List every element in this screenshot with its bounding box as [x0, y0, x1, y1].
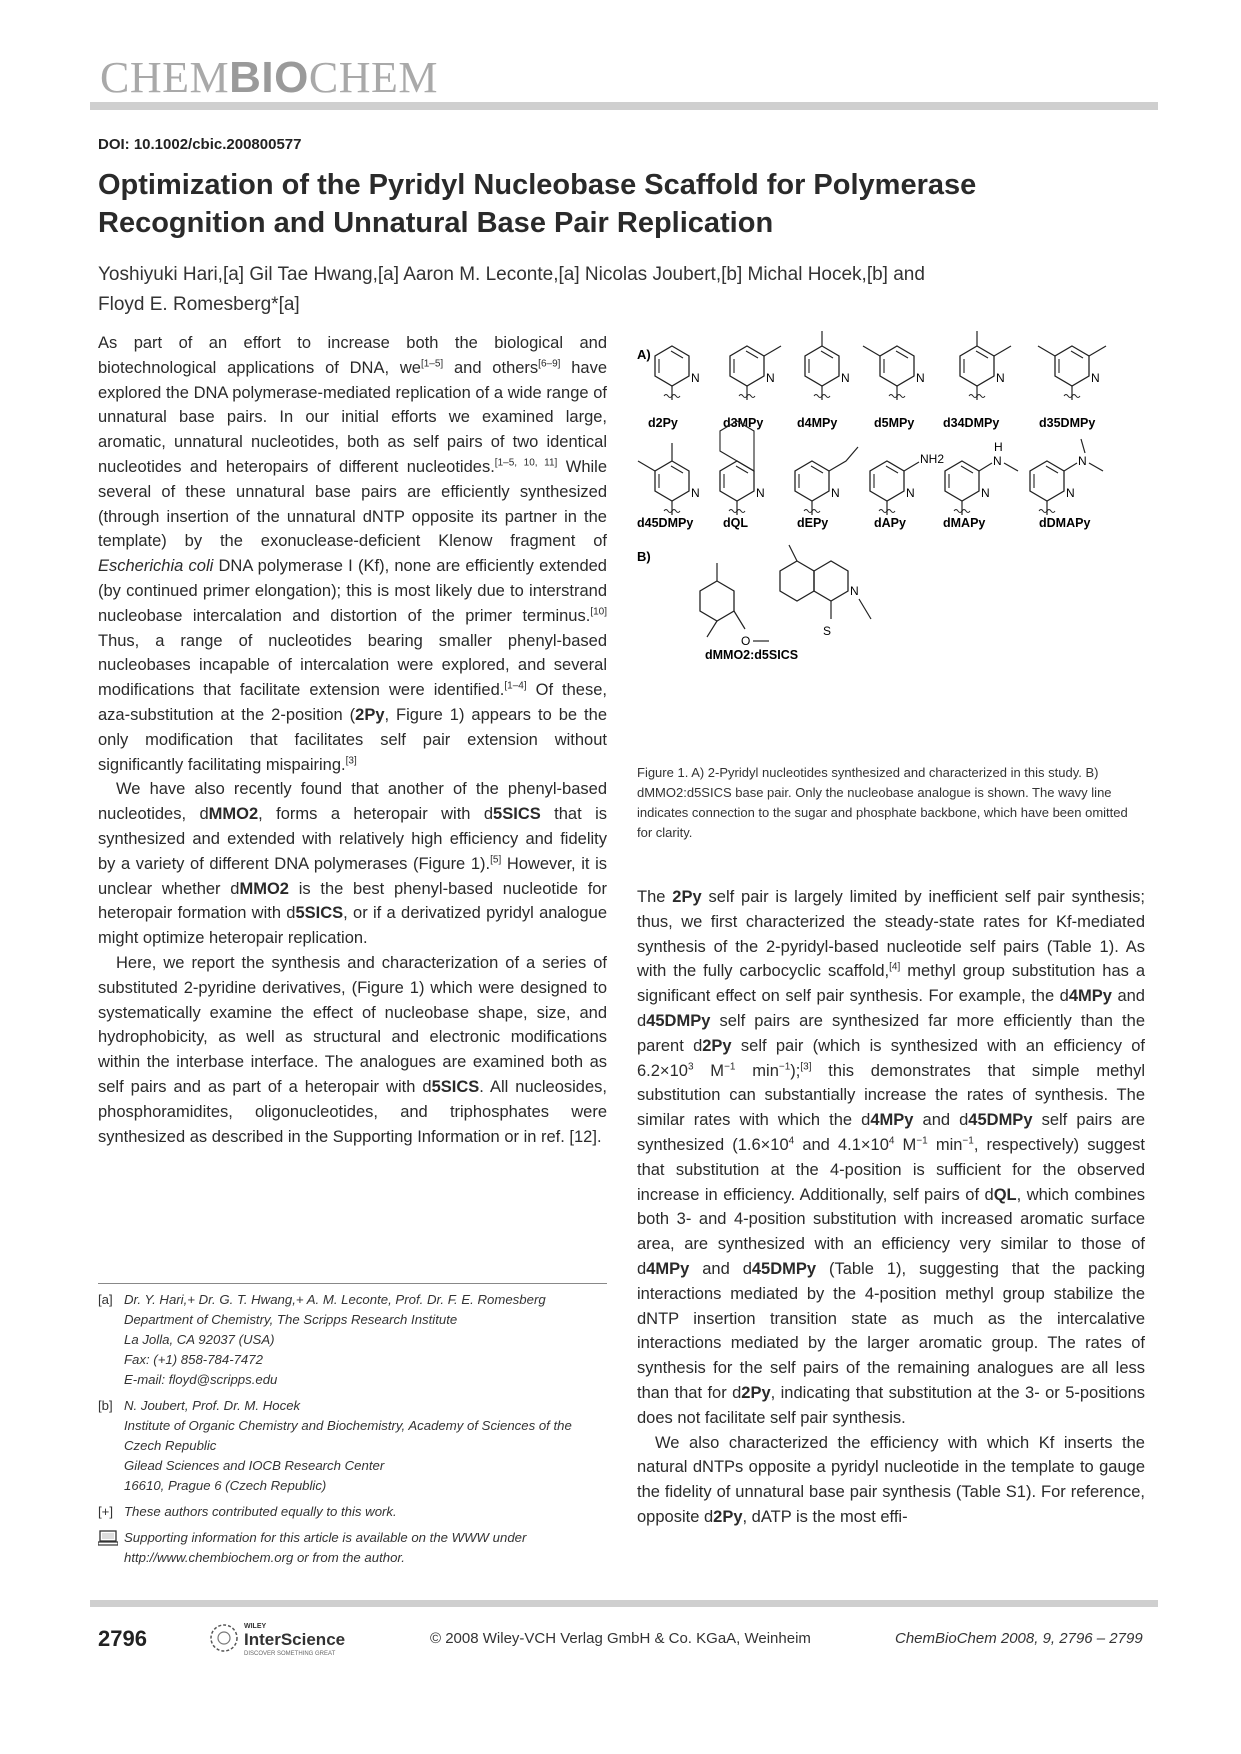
- panel-b-label: B): [637, 549, 651, 564]
- svg-text:N: N: [766, 371, 775, 385]
- body-left-column: [98, 331, 607, 1149]
- label-d45DMPy: d45DMPy: [637, 516, 694, 530]
- svg-text:DISCOVER SOMETHING GREAT: DISCOVER SOMETHING GREAT: [244, 1651, 336, 1657]
- supporting-info-note: Supporting information for this article is available on the WWW under http://www.chembiochem.org or from the author.: [98, 1528, 607, 1568]
- structure-d2Py: [655, 346, 700, 400]
- affiliations: [98, 1290, 607, 1574]
- label-dMAPy: dMAPy: [943, 516, 986, 530]
- paragraph-1: As part of an effort to increase both the biological and biotechnological applications of DNA, we[1–5] and others[6–9] have explored the DNA polymerase-mediated replication of a wide range of unnatural base pairs. In our initial efforts we examined large, aromatic, unnatural nucleotides, both as self pairs of two identical nucleotides and heteropairs of different nucleotides.[1–5, 10, 11] While several of these unnatural base pairs are efficiently synthesized (through insertion of the unnatural dNTP opposite its partner in the template) by the exonuclease-deficient Klenow fragment of Escherichia coli DNA polymerase I (Kf), none are efficiently extended (by continued primer elongation); this is most likely due to interstrand nucleobase intercalation and distortion of the primer terminus.[10] Thus, a range of nucleotides bearing smaller phenyl-based nucleobases incapable of intercalation were explored, and several modifications that facilitate extension were identified.[1–4] Of these, aza-substitution at the 2-position (2Py, Figure 1) appears to be the only modification that facilitates self pair extension without significantly facilitating mispairing.[3]: [98, 334, 608, 774]
- label-dQL: dQL: [723, 516, 748, 530]
- svg-text:N: N: [756, 486, 765, 500]
- copyright: © 2008 Wiley-VCH Verlag GmbH & Co. KGaA, Weinheim: [430, 1630, 811, 1647]
- paragraph-5: We also characterized the efficiency with which Kf inserts the natural dNTPs opposite a pyridyl nucleotide in the template to gauge the fidelity of unnatural base pair synthesis (Table S1). For reference, opposite d2Py, dATP is the most effi-: [637, 1433, 1145, 1526]
- affiliation-a: [a] Dr. Y. Hari,+ Dr. G. T. Hwang,+ A. M. Leconte, Prof. Dr. F. E. Romesberg Department of Chemistry, The Scripps Research Institute La Jolla, CA 92037 (USA) Fax: (+1) 858-784-7472 E-mail: floyd@scripps.edu: [98, 1292, 546, 1387]
- label-d34DMPy: d34DMPy: [943, 416, 1000, 430]
- label-dAPy: dAPy: [874, 516, 906, 530]
- svg-text:N: N: [916, 371, 925, 385]
- svg-text:N: N: [981, 486, 990, 500]
- svg-text:N: N: [691, 486, 700, 500]
- computer-icon: [98, 1530, 118, 1546]
- svg-text:N: N: [996, 371, 1005, 385]
- label-dEPy: dEPy: [797, 516, 829, 530]
- structure-dEPy: [795, 447, 858, 515]
- structure-d4MPy: [805, 331, 850, 400]
- body-right-column: [637, 885, 1145, 1530]
- interscience-logo: [208, 1618, 378, 1658]
- structure-dAPy: [870, 452, 944, 515]
- paragraph-3: Here, we report the synthesis and characterization of a series of substituted 2-pyridine derivatives, (Figure 1) which were designed to systematically examine the effect of nucleobase shape, size, and hydrophobicity, as well as structural and electronic modifications within the interbase interface. The analogues are examined both as self pairs and as part of a heteropair with d5SICS. All nucleosides, phosphoramidites, oligonucleotides, and triphosphates were synthesized as described in the Supporting Information or in ref. [12].: [98, 953, 607, 1146]
- figure-1-structures: [637, 331, 1145, 751]
- paragraph-2: We have also recently found that another of the phenyl-based nucleotides, dMMO2, forms a heteropair with d5SICS that is synthesized and extended with relatively high efficiency and fidelity by a variety of different DNA polymerases (Figure 1).[5] However, it is unclear whether dMMO2 is the best phenyl-based nucleotide for heteropair formation with d5SICS, or if a derivatized pyridyl analogue might optimize heteropair replication.: [98, 780, 607, 948]
- svg-text:N: N: [1066, 486, 1075, 500]
- svg-text:N: N: [850, 584, 859, 598]
- structure-d45DMPy: [638, 443, 700, 515]
- structure-dDMAPy: [1030, 439, 1103, 515]
- equal-contribution-note: [+] These authors contributed equally to this work.: [98, 1504, 397, 1519]
- structure-dQL: [720, 421, 765, 515]
- svg-text:InterScience: InterScience: [244, 1630, 346, 1649]
- svg-text:NH2: NH2: [920, 452, 945, 466]
- panel-a-label: A): [637, 347, 651, 362]
- structure-d5SICS: [780, 545, 871, 638]
- label-dMMO2-d5SICS: dMMO2:d5SICS: [705, 648, 799, 662]
- footer-rule: [90, 1600, 1158, 1607]
- label-d35DMPy: d35DMPy: [1039, 416, 1096, 430]
- structure-d5MPy: [863, 346, 925, 400]
- structure-dMAPy: [945, 440, 1018, 515]
- authors-line-2: Floyd E. Romesberg*[a]: [98, 294, 300, 315]
- label-d4MPy: d4MPy: [797, 416, 838, 430]
- paragraph-4: The 2Py self pair is largely limited by inefficient self pair synthesis; thus, we first characterized the steady-state rates for Kf-mediated synthesis of the 2-pyridyl-based nucleotide self pairs (Table 1). As with the fully carbocyclic scaffold,[4] methyl group substitution has a significant effect on self pair synthesis. For example, the d4MPy and d45DMPy self pairs are synthesized far more efficiently than the parent d2Py self pair (which is synthesized with an efficiency of $6.2\times 10^3$ $M^{-1}$ $\min^{-1});[3]$ this demonstrates that simple methyl substitution can substantially increase the rates of synthesis. The similar rates with which the d4MPy and d45DMPy self pairs are synthesized ($1.6\times 10^4$ and $4.1\times 10^4$ $M^{-1}$ $\min^{-1}$, respectively) suggest that substitution at the 4-position is sufficient for the observed increase in efficiency. Additionally, self pairs of dQL, which combines both 3- and 4-position substitution with increased aromatic surface area, are synthesized with an efficiency very similar to those of d4MPy and d45DMPy (Table 1), suggesting that the packing interactions mediated by the 4-position methyl group stabilize the dNTP insertion transition state as much as the intercalative interactions mediated by the larger aromatic group. The rates of synthesis for the self pairs of the remaining analogues are all less than that for d2Py, indicating that substitution at the 3- or 5-positions does not facilitate self pair synthesis.: [637, 888, 1146, 1427]
- supporting-info-link[interactable]: http://www.chembiochem.org or from the author.: [124, 1550, 405, 1565]
- svg-text:H: H: [994, 440, 1003, 454]
- authors-line-1: Yoshiyuki Hari,[a] Gil Tae Hwang,[a] Aaron M. Leconte,[a] Nicolas Joubert,[b] Michal Hocek,[b] and: [98, 264, 925, 285]
- figure-1: [637, 331, 1145, 751]
- svg-text:N: N: [906, 486, 915, 500]
- svg-text:N: N: [1091, 371, 1100, 385]
- journal-name: CHEMBIOCHEM: [100, 53, 438, 102]
- footnote-rule: [98, 1283, 607, 1284]
- figure-1-caption: Figure 1. A) 2-Pyridyl nucleotides synthesized and characterized in this study. B) dMMO2:d5SICS base pair. Only the nucleobase analogue is shown. The wavy line indicates connection to the sugar and phosphate backbone, which have been omitted for clarity.: [637, 765, 1128, 840]
- header-rule: [90, 102, 1158, 110]
- structure-dMMO2: [700, 563, 769, 648]
- journal-citation: ChemBioChem 2008, 9, 2796 – 2799: [895, 1630, 1143, 1647]
- doi[interactable]: DOI: 10.1002/cbic.200800577: [98, 136, 302, 153]
- email-link[interactable]: E-mail: floyd@scripps.edu: [124, 1372, 278, 1387]
- page-number: 2796: [98, 1626, 147, 1651]
- label-d2Py: d2Py: [648, 416, 678, 430]
- affiliation-b: [b] N. Joubert, Prof. Dr. M. Hocek Institute of Organic Chemistry and Biochemistry, Academy of Sciences of the Czech Republic Gilead Sciences and IOCB Research Center 16610, Prague 6 (Czech Republic): [98, 1398, 572, 1493]
- label-dDMAPy: dDMAPy: [1039, 516, 1091, 530]
- svg-text:S: S: [823, 624, 832, 638]
- author-list: [98, 260, 1098, 320]
- svg-text:N: N: [831, 486, 840, 500]
- svg-text:O: O: [741, 634, 751, 648]
- svg-text:N: N: [1078, 454, 1087, 468]
- label-d5MPy: d5MPy: [874, 416, 915, 430]
- svg-text:N: N: [993, 454, 1002, 468]
- structure-d35DMPy: [1038, 346, 1106, 400]
- svg-text:N: N: [691, 371, 700, 385]
- structure-d34DMPy: [960, 331, 1011, 400]
- label-d3MPy: d3MPy: [723, 416, 764, 430]
- article-title: Optimization of the Pyridyl Nucleobase Scaffold for Polymerase Recognition and Unnatural Base Pair Replication: [98, 169, 977, 239]
- svg-text:WILEY: WILEY: [244, 1623, 267, 1630]
- svg-text:N: N: [841, 371, 850, 385]
- structure-d3MPy: [730, 346, 781, 400]
